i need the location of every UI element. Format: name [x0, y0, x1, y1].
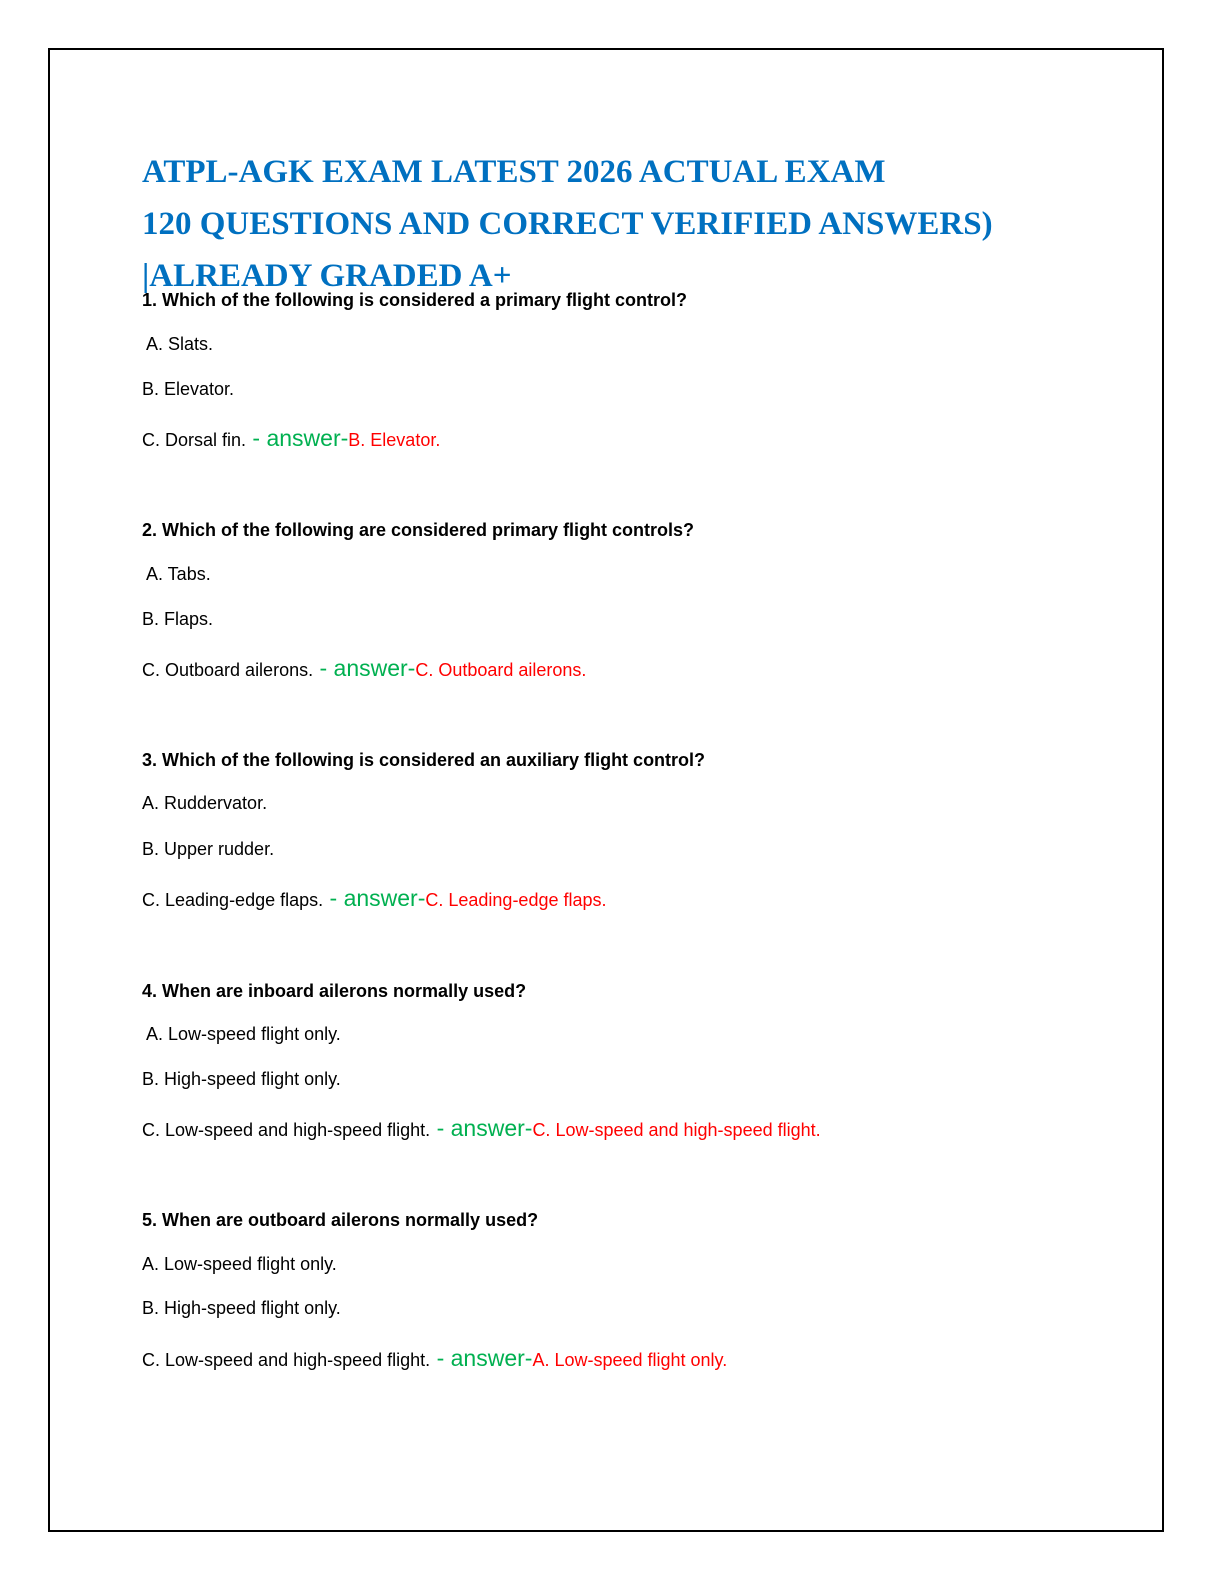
question-prompt: 2. Which of the following are considered primary flight controls?	[142, 520, 695, 540]
title-line-1: ATPL-AGK EXAM LATEST 2026 ACTUAL EXAM	[142, 154, 886, 190]
option-a: A. Low-speed flight only.	[142, 1254, 337, 1274]
option-c: C. Outboard ailerons.	[142, 660, 314, 680]
option-b: B. Flaps.	[142, 609, 214, 629]
question-prompt: 1. Which of the following is considered a primary flight control?	[142, 290, 688, 310]
option-b: B. Elevator.	[142, 379, 235, 399]
option-a: A. Ruddervator.	[142, 793, 268, 813]
option-a: A. Low-speed flight only.	[146, 1024, 341, 1044]
answer-marker: - answer-	[323, 885, 426, 911]
option-b: B. High-speed flight only.	[142, 1069, 341, 1089]
option-b: B. High-speed flight only.	[142, 1298, 341, 1318]
option-a: A. Tabs.	[146, 564, 211, 584]
answer-marker: - answer-	[430, 1345, 533, 1371]
title-line-3: |ALREADY GRADED A+	[142, 258, 512, 294]
answer-value: A. Low-speed flight only.	[532, 1350, 728, 1370]
option-c: C. Leading-edge flaps.	[142, 890, 324, 910]
answer-value: B. Elevator.	[348, 430, 441, 450]
option-c-with-answer	[142, 886, 607, 912]
option-c-with-answer	[142, 656, 586, 682]
option-c-with-answer	[142, 426, 440, 452]
answer-marker: - answer-	[313, 655, 416, 681]
option-c: C. Low-speed and high-speed flight.	[142, 1120, 431, 1140]
answer-value: C. Leading-edge flaps.	[425, 890, 607, 910]
answer-value: C. Outboard ailerons.	[415, 660, 587, 680]
answer-value: C. Low-speed and high-speed flight.	[532, 1120, 821, 1140]
option-c-with-answer	[142, 1116, 821, 1142]
question-prompt: 4. When are inboard ailerons normally used?	[142, 981, 527, 1001]
document-title	[142, 146, 1142, 302]
option-c: C. Dorsal fin.	[142, 430, 247, 450]
question-prompt: 5. When are outboard ailerons normally used?	[142, 1210, 539, 1230]
answer-marker: - answer-	[246, 425, 349, 451]
title-line-2: 120 QUESTIONS AND CORRECT VERIFIED ANSWERS)	[142, 206, 993, 242]
question-prompt: 3. Which of the following is considered an auxiliary flight control?	[142, 750, 706, 770]
answer-marker: - answer-	[430, 1115, 533, 1141]
option-b: B. Upper rudder.	[142, 839, 275, 859]
option-a: A. Slats.	[146, 334, 214, 354]
option-c: C. Low-speed and high-speed flight.	[142, 1350, 431, 1370]
option-c-with-answer	[142, 1346, 727, 1372]
